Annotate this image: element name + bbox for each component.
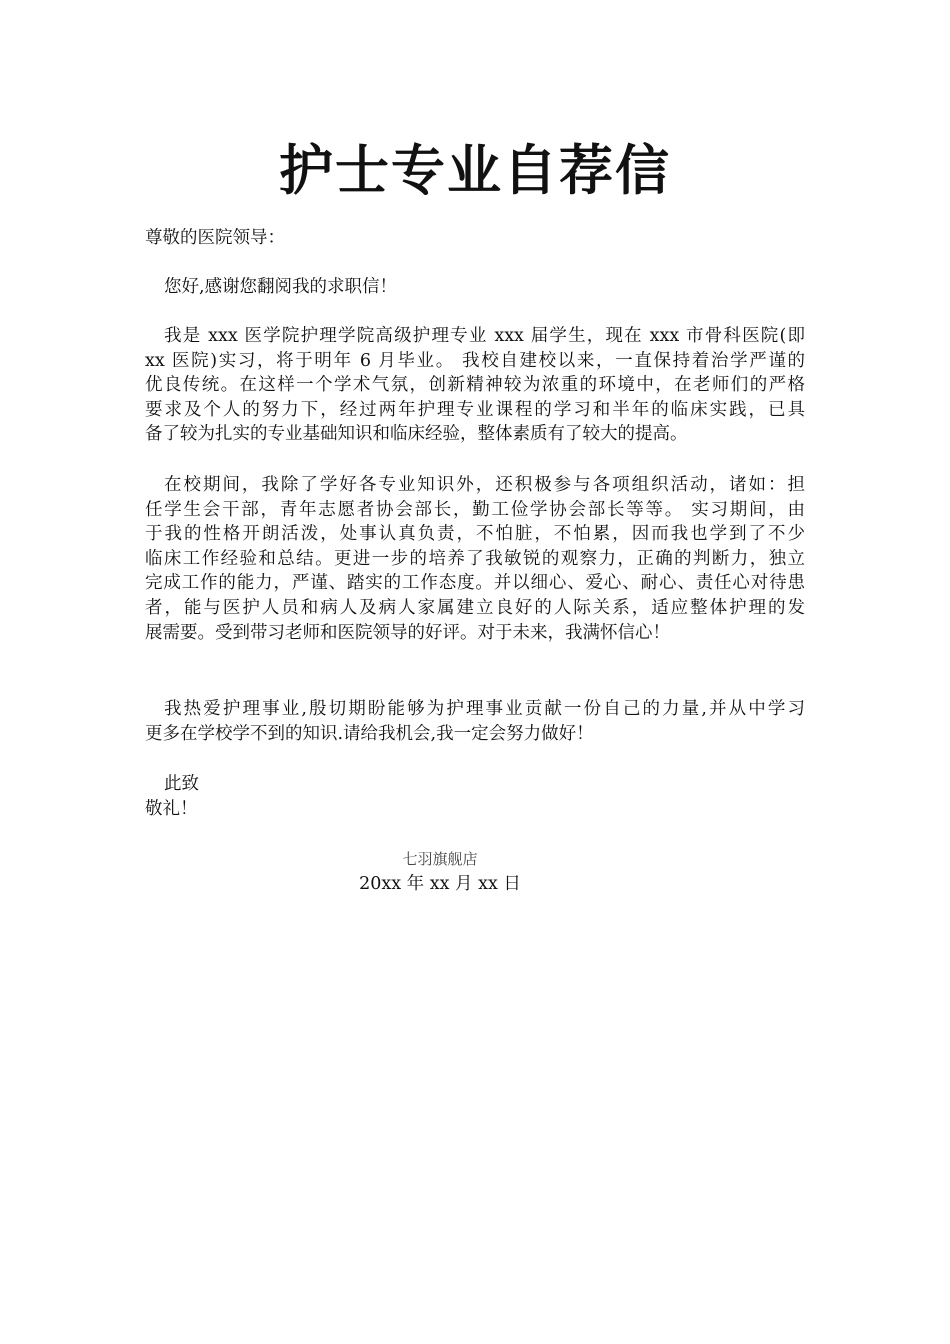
date: 20xx 年 xx 月 xx 日 [359,874,521,894]
paragraph-2 [145,473,805,645]
paragraph-3 [145,697,805,746]
paragraph-line: 要求及个人的努力下，经过两年护理专业课程的学习和半年的临床实践，已具 [145,399,805,420]
paragraph-line: 优良传统。在这样一个学术气氛，创新精神较为浓重的环境中，在老师们的严格 [145,375,805,396]
paragraph-line: 临床工作经验和总结。更进一步的培养了我敏锐的观察力，正确的判断力，独立 [145,548,805,569]
document-title: 护士专业自荐信 [279,139,671,202]
paragraph-line: 在校期间，我除了学好各专业知识外，还积极参与各项组织活动，诸如：担 [164,475,805,495]
paragraph-line: 于我的性格开朗活泼，处事认真负责，不怕脏，不怕累，因而我也学到了不少 [145,524,805,545]
paragraph-1 [145,324,805,447]
salutation: 尊敬的医院领导： [145,228,285,248]
closing-line-1: 此致 [164,774,199,794]
paragraph-line: 展需要。受到带习老师和医院领导的好评。对于未来，我满怀信心！ [145,622,670,643]
greeting: 您好,感谢您翻阅我的求职信！ [164,277,398,297]
paragraph-line: 者，能与医护人员和病人及病人家属建立良好的人际关系，适应整体护理的发 [145,597,805,618]
closing-line-2: 敬礼！ [145,799,198,819]
signature: 七羽旗舰店 [402,850,478,868]
paragraph-line: 更多在学校学不到的知识.请给我机会,我一定会努力做好！ [145,723,594,744]
paragraph-line: xx 医院)实习，将于明年 6 月毕业。 我校自建校以来，一直保持着治学严谨的 [145,350,805,371]
paragraph-line: 我是 xxx 医学院护理学院高级护理专业 xxx 届学生，现在 xxx 市骨科医院(即 [164,326,805,346]
paragraph-line: 我热爱护理事业,殷切期盼能够为护理事业贡献一份自己的力量,并从中学习 [164,699,805,719]
paragraph-line: 备了较为扎实的专业基础知识和临床经验，整体素质有了较大的提高。 [145,424,688,445]
paragraph-line: 完成工作的能力，严谨、踏实的工作态度。并以细心、爱心、耐心、责任心对待患 [145,573,805,594]
paragraph-line: 任学生会干部，青年志愿者协会部长，勤工俭学协会部长等等。 实习期间，由 [145,499,805,520]
